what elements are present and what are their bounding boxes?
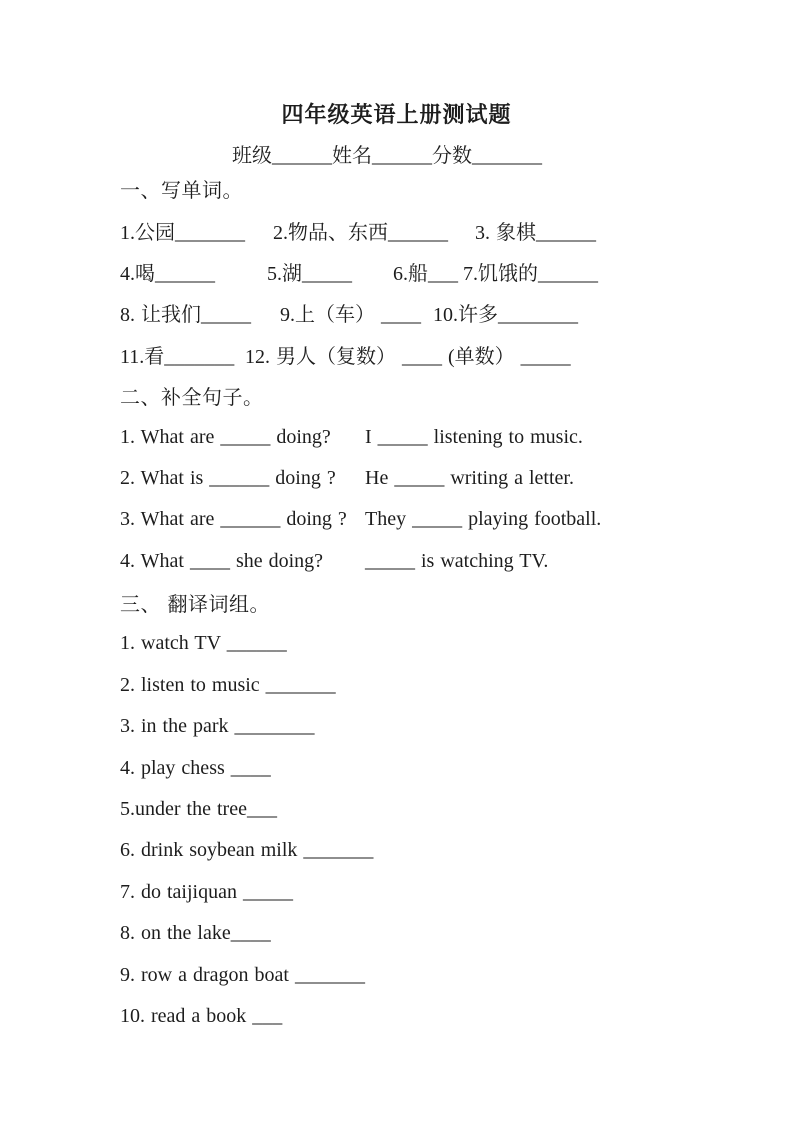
phrase-text: 1. watch TV ______ <box>120 632 287 655</box>
class-field: 班级______ <box>232 145 332 167</box>
phrase-item-9 <box>120 954 793 995</box>
phrase-item-2 <box>120 665 793 706</box>
sentence-answer: They _____ playing football. <box>365 508 602 531</box>
sentence-answer: He _____ writing a letter. <box>365 466 574 489</box>
phrase-item-6 <box>120 830 793 871</box>
word-item: 12. 男人（复数） ____ (单数） _____ <box>245 345 571 368</box>
phrase-text: 4. play chess ____ <box>120 756 271 779</box>
sentence-row-2 <box>120 458 793 499</box>
word-item: 2.物品、东西______ <box>273 221 448 244</box>
phrase-text: 6. drink soybean milk _______ <box>120 839 374 862</box>
word-row-3 <box>120 292 793 333</box>
phrase-text: 3. in the park ________ <box>120 715 315 738</box>
score-field: 分数_______ <box>432 145 542 167</box>
word-item: 8. 让我们_____ <box>120 304 251 327</box>
name-field: 姓名______ <box>332 145 432 167</box>
word-item: 4.喝______ <box>120 262 215 285</box>
sentence-answer: I _____ listening to music. <box>365 425 583 448</box>
phrase-text: 8. on the lake____ <box>120 922 271 945</box>
phrase-item-4 <box>120 747 793 788</box>
word-row-4 <box>120 334 793 375</box>
word-item: 11.看_______ <box>120 345 235 368</box>
word-row-1 <box>120 209 793 250</box>
phrase-item-1 <box>120 623 793 664</box>
sentence-question: 2. What is ______ doing ? <box>120 466 336 489</box>
sentence-question: 1. What are _____ doing? <box>120 425 331 448</box>
phrase-text: 2. listen to music _______ <box>120 673 336 696</box>
sentence-row-1 <box>120 416 793 457</box>
section-1-heading: 一、写单词。 <box>120 180 243 203</box>
sentence-row-3 <box>120 499 793 540</box>
phrase-item-8 <box>120 913 793 954</box>
phrase-text: 9. row a dragon boat _______ <box>120 963 365 986</box>
phrase-item-7 <box>120 872 793 913</box>
word-item: 5.湖_____ <box>267 262 352 285</box>
student-info-line <box>0 144 793 168</box>
section-2-heading: 二、补全句子。 <box>120 387 264 410</box>
paper-body <box>0 168 793 1037</box>
phrase-item-5 <box>120 789 793 830</box>
word-item: 3. 象棋______ <box>475 221 596 244</box>
word-item: 7.饥饿的______ <box>463 262 598 285</box>
phrase-text: 5.under the tree___ <box>120 798 277 821</box>
sentence-question: 3. What are ______ doing ? <box>120 508 347 531</box>
word-item: 6.船___ <box>393 262 458 285</box>
sentence-answer: _____ is watching TV. <box>365 549 549 572</box>
word-item: 9.上（车） ____ <box>280 304 421 327</box>
phrase-text: 7. do taijiquan _____ <box>120 880 293 903</box>
phrase-item-3 <box>120 706 793 747</box>
sentence-question: 4. What ____ she doing? <box>120 549 324 572</box>
page-title: 四年级英语上册测试题 <box>281 102 512 127</box>
word-row-2 <box>120 251 793 292</box>
phrase-item-10 <box>120 996 793 1037</box>
section-3-heading: 三、 翻译词组。 <box>120 594 270 617</box>
word-item: 1.公园_______ <box>120 221 245 244</box>
sentence-row-4 <box>120 541 793 582</box>
phrase-text: 10. read a book ___ <box>120 1005 283 1027</box>
word-item: 10.许多________ <box>433 304 578 327</box>
